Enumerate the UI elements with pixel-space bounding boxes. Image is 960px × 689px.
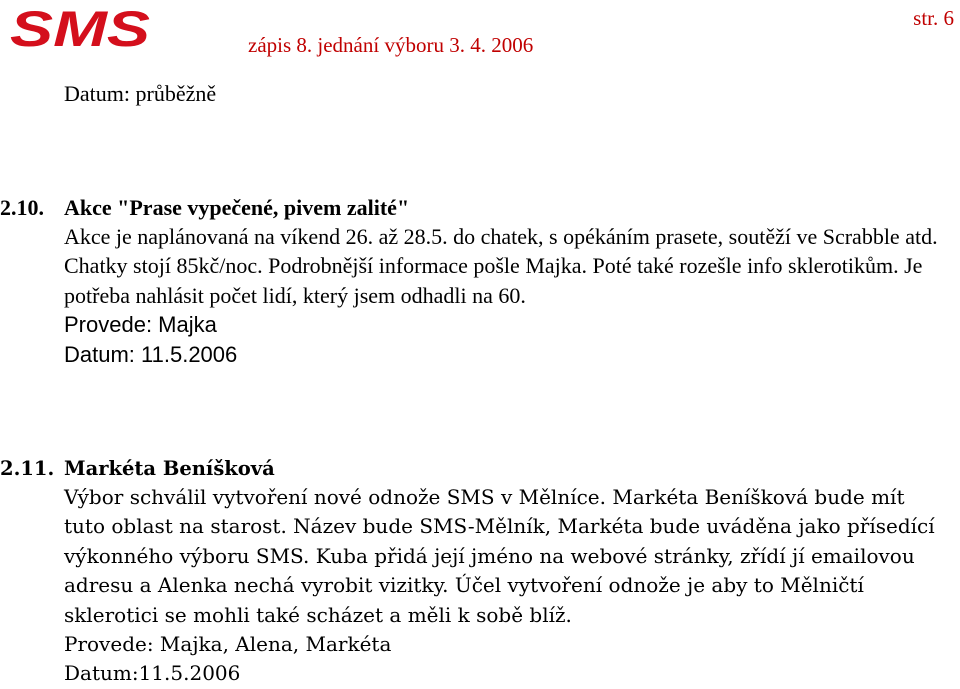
section-datum: Datum: 11.5.2006: [64, 341, 238, 367]
section-2-10: [0, 194, 955, 369]
page-number: str. 6: [913, 6, 954, 30]
section-provede: Provede: Majka: [64, 312, 217, 338]
section-datum: Datum:11.5.2006: [64, 661, 241, 686]
section-title: Akce "Prase vypečené, pivem zalité": [64, 195, 410, 220]
document-title: zápis 8. jednání výboru 3. 4. 2006: [248, 33, 534, 57]
section-text: Výbor schválil vytvoření nové odnože SMS v Mělníce. Markéta Beníšková bude mít tuto oblast na starost. Název bude SMS-Mělník, Markéta bude uváděna jako přísedící výkonného výboru SMS. Kuba přidá její jméno na webové stránky, zřídí jí emailovou adresu a Alenka nechá vyrobit vizitky. Účel vytvoření odnože je aby to Mělničtí sklerotici se mohli také scházet a měli k sobě blíž.: [64, 485, 935, 627]
section-number: 2.11.: [0, 457, 55, 480]
section-number: 2.10.: [0, 195, 44, 220]
sms-logo: [7, 6, 153, 52]
section-text: Akce je naplánovaná na víkend 26. až 28.5. do chatek, s opékáním prasete, soutěží ve Scrabble atd. Chatky stojí 85kč/noc. Podrobnější informace pošle Majka. Poté také rozešle info sklerotikům. Je potřeba nahlásit počet lidí, který jsem odhadli na 60.: [64, 224, 938, 308]
section-heading: [0, 455, 955, 483]
sms-logo-text: SMS: [10, 6, 150, 52]
section-2-11: [0, 455, 955, 689]
section-title: Markéta Beníšková: [64, 457, 275, 480]
section-heading: [0, 194, 955, 222]
section-provede: Provede: Majka, Alena, Markéta: [64, 632, 392, 657]
top-datum: Datum: průběžně: [64, 81, 217, 106]
